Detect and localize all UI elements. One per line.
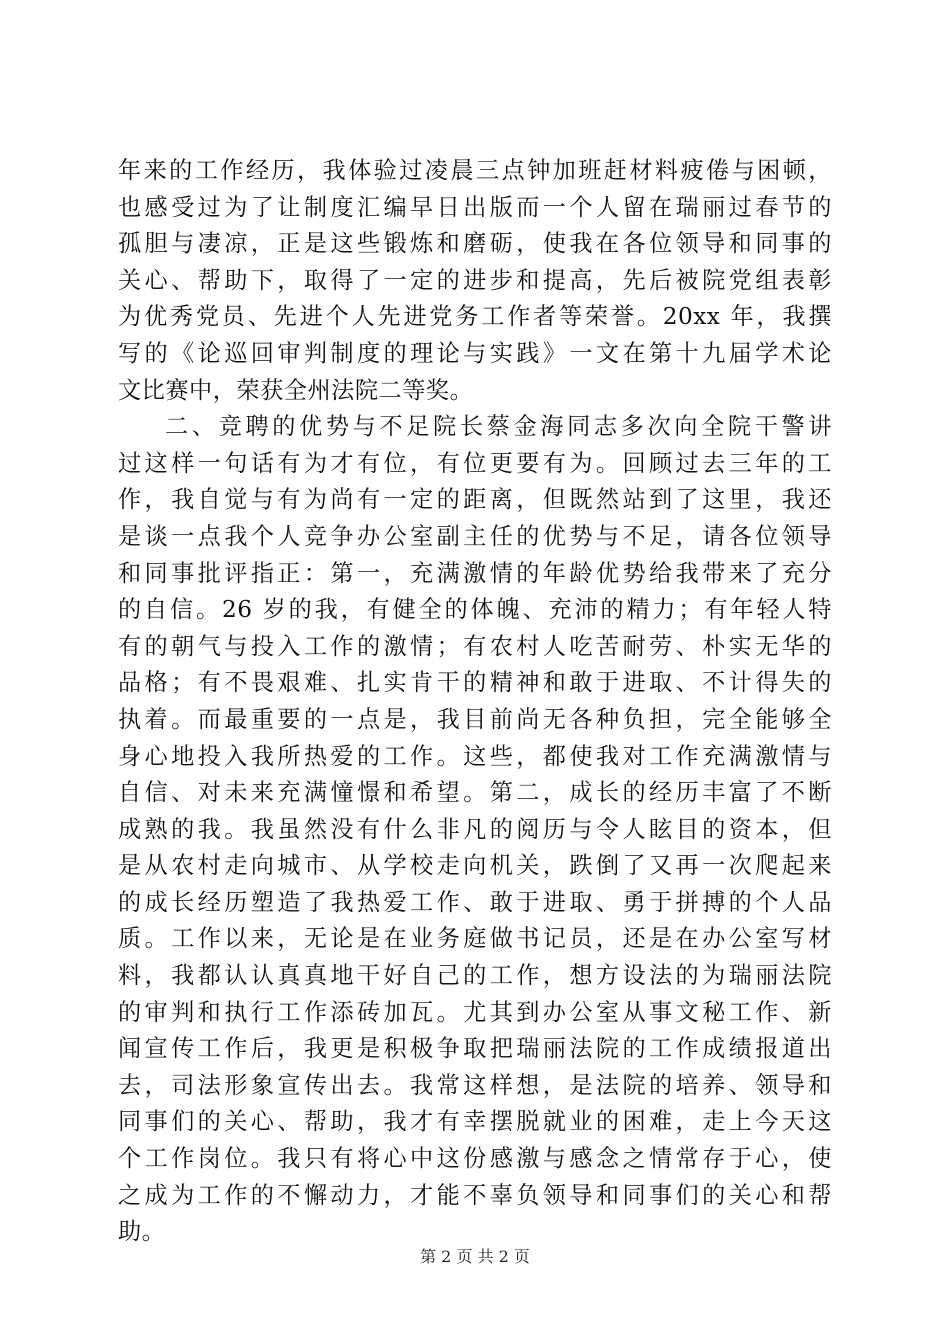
text-line: 文比赛中，荣获全州法院二等奖。 [118, 376, 474, 404]
text-line: 执着。而最重要的一点是，我目前尚无各种负担，完全能够全 [118, 705, 832, 733]
page-number-footer: 第 2 页 共 2 页 [420, 1247, 530, 1266]
text-line: 的审判和执行工作添砖加瓦。尤其到办公室从事文秘工作、新 [118, 998, 832, 1026]
text-line: 去，司法形象宣传出去。我常这样想，是法院的培养、领导和 [118, 1071, 832, 1099]
text-line: 品格；有不畏艰难、扎实肯干的精神和敢于进取、不计得失的 [118, 669, 832, 697]
text-line: 为优秀党员、先进个人先进党务工作者等荣誉。20xx 年，我撰 [118, 303, 832, 331]
text-line: 二、竞聘的优势与不足院长蔡金海同志多次向全院干警讲 [165, 413, 832, 441]
text-line: 也感受过为了让制度汇编早日出版而一个人留在瑞丽过春节的 [118, 193, 832, 221]
text-line: 自信、对未来充满憧憬和希望。第二，成长的经历丰富了不断 [118, 779, 832, 807]
text-line: 同事们的关心、帮助，我才有幸摆脱就业的困难，走上今天这 [118, 1108, 832, 1136]
text-line: 关心、帮助下，取得了一定的进步和提高，先后被院党组表彰 [118, 266, 832, 294]
text-line: 的成长经历塑造了我热爱工作、敢于进取、勇于拼搏的个人品 [118, 888, 832, 916]
text-line: 过这样一句话有为才有位，有位更要有为。回顾过去三年的工 [118, 449, 832, 477]
text-line: 写的《论巡回审判制度的理论与实践》一文在第十九届学术论 [118, 339, 832, 367]
text-line: 年来的工作经历，我体验过凌晨三点钟加班赶材料疲倦与困顿， [118, 157, 832, 184]
text-line: 和同事批评指正：第一，充满激情的年龄优势给我带来了充分 [118, 559, 832, 587]
text-line: 作，我自觉与有为尚有一定的距离，但既然站到了这里，我还 [118, 486, 832, 514]
text-line: 质。工作以来，无论是在业务庭做书记员，还是在办公室写材 [118, 925, 832, 953]
text-line: 是谈一点我个人竞争办公室副主任的优势与不足，请各位领导 [118, 522, 832, 550]
text-line: 闻宣传工作后，我更是积极争取把瑞丽法院的工作成绩报道出 [118, 1035, 832, 1063]
text-line: 有的朝气与投入工作的激情；有农村人吃苦耐劳、朴实无华的 [118, 632, 832, 660]
text-line: 个工作岗位。我只有将心中这份感激与感念之情常存于心，使 [118, 1145, 832, 1173]
text-line: 助。 [118, 1218, 166, 1246]
text-line: 的自信。26 岁的我，有健全的体魄、充沛的精力；有年轻人特 [118, 596, 832, 624]
text-line: 孤胆与凄凉，正是这些锻炼和磨砺，使我在各位领导和同事的 [118, 230, 832, 258]
text-line: 身心地投入我所热爱的工作。这些，都使我对工作充满激情与 [118, 742, 832, 770]
text-line: 之成为工作的不懈动力，才能不辜负领导和同事们的关心和帮 [118, 1181, 832, 1209]
text-line: 成熟的我。我虽然没有什么非凡的阅历与令人眩目的资本，但 [118, 815, 832, 843]
body-text [118, 153, 832, 1251]
text-line: 料，我都认认真真地干好自己的工作，想方设法的为瑞丽法院 [118, 962, 832, 990]
text-line: 是从农村走向城市、从学校走向机关，跌倒了又再一次爬起来 [118, 852, 832, 880]
